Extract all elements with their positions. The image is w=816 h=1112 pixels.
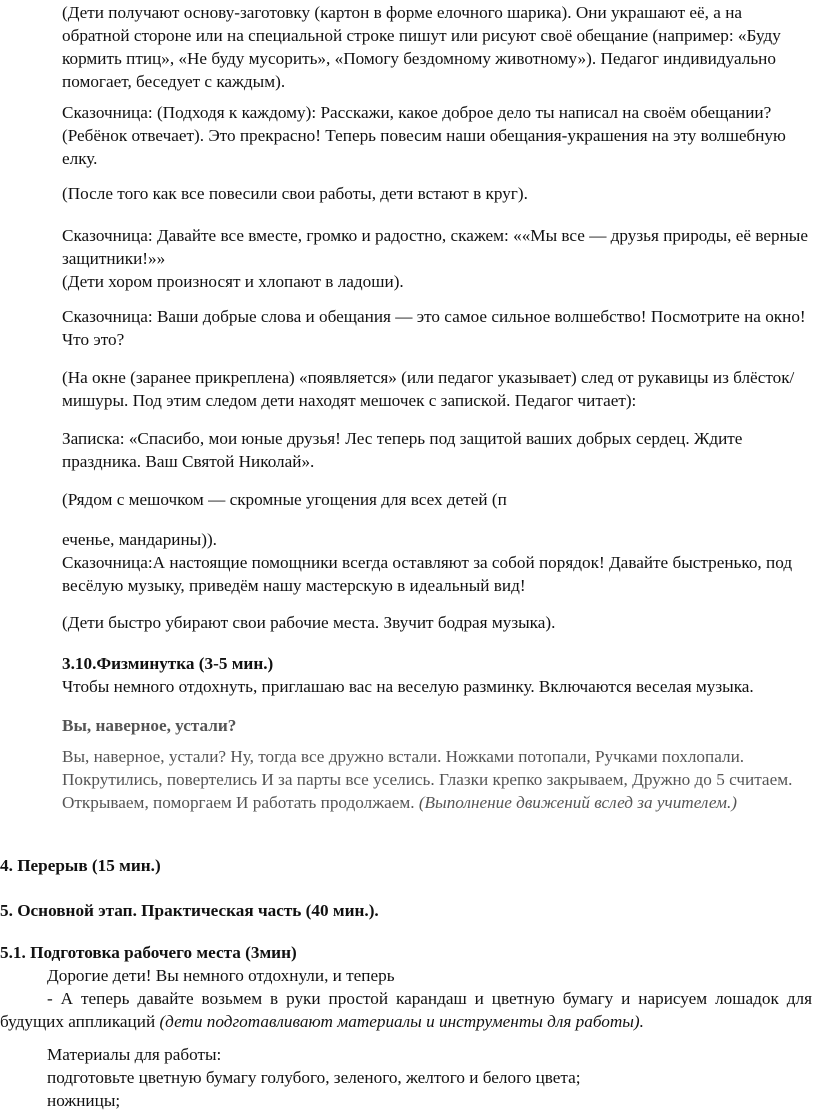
subheading-tired [62, 714, 812, 737]
section-5-1 [0, 941, 812, 1033]
paragraph-magic [62, 305, 812, 351]
text-block: Сказочница:А настоящие помощники всегда оставляют за собой порядок! Давайте быстренько, под весёлую музыку, приведём нашу мастерскую в идеальный вид! [62, 553, 793, 595]
paragraph-circle [62, 182, 812, 205]
paragraph-treats [62, 488, 812, 511]
text-block: Сказочница: Давайте все вместе, громко и радостно, скажем: ««Мы все — друзья природы, её верные защитники!»» [62, 226, 808, 268]
subheading: Вы, наверное, устали? [62, 716, 237, 735]
poem-note: (Выполнение движений вслед за учителем.) [418, 793, 738, 812]
text-block: Записка: «Спасибо, мои юные друзья! Лес теперь под защитой ваших добрых сердец. Ждите праздника. Ваш Святой Николай». [62, 429, 743, 471]
section-5-heading [0, 899, 812, 922]
materials-item: ножницы; [47, 1091, 121, 1110]
text-block: (Дети хором произносят и хлопают в ладоши). [62, 272, 404, 291]
paragraph-window [62, 366, 812, 412]
materials-list [47, 1043, 812, 1112]
materials-item: подготовьте цветную бумагу голубого, зеленого, желтого и белого цвета; [47, 1068, 581, 1087]
instruction-note: (дети подготавливают материалы и инструменты для работы). [159, 1012, 644, 1031]
text-block: еченье, мандарины)). [62, 530, 217, 549]
text-block: (Дети получают основу-заготовку (картон в форме елочного шарика). Они украшают её, а на обратной стороне или на специальной строке пишут или рисуют своё обещание (например: «Буду кормить птиц», «Не буду мусорить», «Помогу бездомному животному»). Педагог индивидуально помогает, беседует с каждым). [62, 3, 781, 91]
paragraph-craft-instructions [62, 1, 812, 93]
text-block: (Дети быстро убирают свои рабочие места. Звучит бодрая музыка). [62, 613, 556, 632]
section-3-10 [62, 652, 812, 698]
paragraph-storyteller-question [62, 101, 812, 170]
paragraph-cleanup [62, 611, 812, 634]
section-heading: 4. Перерыв (15 мин.) [0, 856, 161, 875]
text-block: Сказочница: (Подходя к каждому): Расскажи, какое доброе дело ты написал на своём обещании? (Ребёнок отвечает). Это прекрасно! Теперь повесим наши обещания-украшения на эту волшебную елку. [62, 103, 786, 168]
section-heading: 5.1. Подготовка рабочего места (3мин) [0, 943, 297, 962]
paragraph-treats-continued [62, 528, 812, 597]
text-block: Дорогие дети! Вы немного отдохнули, и теперь [47, 966, 395, 985]
poem-block [62, 745, 812, 814]
poem-lines: Вы, наверное, устали? Ну, тогда все дружно встали. Ножками потопали, Ручками похлопали. Покрутились, повертелись И за парты все уселись. Глазки крепко закрываем, Дружно до 5 считаем. Открываем, поморгаем И работать продолжаем. [62, 747, 793, 812]
section-4-heading [0, 854, 812, 877]
section-heading: 5. Основной этап. Практическая часть (40 мин.). [0, 901, 379, 920]
poem-text [62, 745, 812, 814]
text-block: (На окне (заранее прикреплена) «появляется» (или педагог указывает) след от рукавицы из блёсток/мишуры. Под этим следом дети находят мешочек с запиской. Педагог читает): [62, 368, 795, 410]
text-block: (Рядом с мешочком — скромные угощения для всех детей (п [62, 490, 507, 509]
text-block: Сказочница: Ваши добрые слова и обещания — это самое сильное волшебство! Посмотрите на окно! Что это? [62, 307, 806, 349]
section-heading: 3.10.Физминутка (3-5 мин.) [62, 654, 274, 673]
paragraph-note [62, 427, 812, 473]
instruction-text: - А теперь давайте возьмем в руки простой карандаш и цветную бумагу и нарисуем лошадок для будущих аппликаций [0, 989, 812, 1031]
text-block: (После того как все повесили свои работы, дети встают в круг). [62, 184, 528, 203]
materials-title: Материалы для работы: [47, 1045, 222, 1064]
text-block [0, 987, 812, 1033]
paragraph-chorus [62, 224, 812, 293]
text-block: Чтобы немного отдохнуть, приглашаю вас на веселую разминку. Включаются веселая музыка. [62, 677, 754, 696]
